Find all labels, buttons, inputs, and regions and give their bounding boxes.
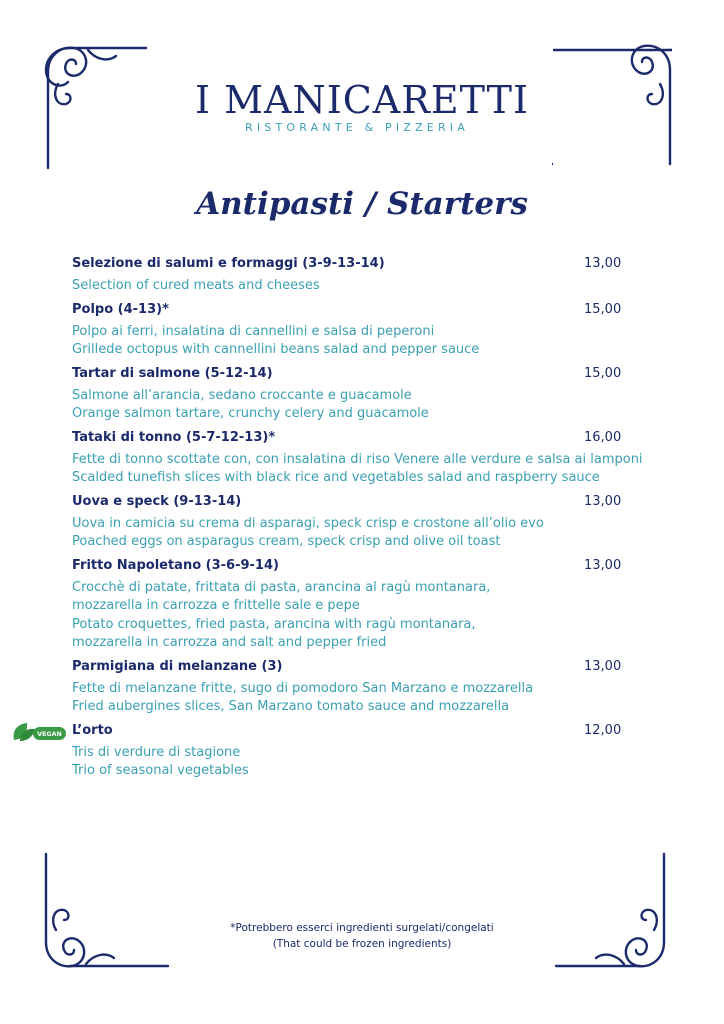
dish-name: Tataki di tonno (5-7-12-13)* (72, 429, 276, 445)
vegan-label: VEGAN (37, 731, 62, 739)
dish-name: Fritto Napoletano (3-6-9-14) (72, 557, 279, 573)
dish-description: Potato croquettes, fried pasta, arancina with ragù montanara, (72, 616, 476, 632)
dish-description: mozzarella in carrozza and salt and pepper fried (72, 635, 387, 650)
dish-description: Orange salmon tartare, crunchy celery and guacamole (72, 406, 429, 421)
dish-description: Salmone all’arancia, sedano croccante e guacamole (72, 387, 412, 403)
menu-item (72, 719, 652, 781)
dish-name: Uova e speck (9-13-14) (72, 493, 242, 509)
dish-price: 15,00 (584, 301, 622, 317)
menu-item (72, 554, 652, 653)
dish-name: Parmigiana di melanzane (3) (72, 658, 283, 674)
restaurant-tagline: RISTORANTE & PIZZERIA (245, 121, 469, 134)
dish-description: Fette di tonno scottate con, con insalatina di riso Venere alle verdure e salsa ai lamponi (72, 451, 643, 467)
restaurant-name: I MANICARETTI (195, 78, 529, 122)
dish-price: 13,00 (584, 658, 622, 674)
menu-list (72, 252, 652, 783)
dish-description: Grillede octopus with cannellini beans salad and pepper sauce (72, 342, 480, 357)
menu-item (72, 362, 652, 424)
menu-item (72, 490, 652, 552)
menu-item (72, 252, 652, 296)
dish-name: Selezione di salumi e formaggi (3-9-13-14) (72, 256, 385, 271)
dish-description: Trio of seasonal vegetables (72, 763, 249, 778)
corner-ornament-bottom-left (38, 852, 170, 974)
dish-price: 13,00 (584, 256, 622, 271)
dish-description: Selection of cured meats and cheeses (72, 278, 320, 293)
corner-ornament-bottom-right (554, 852, 672, 974)
footnote-line: *Potrebbero esserci ingredienti surgelati/congelati (230, 922, 494, 934)
dish-name: Polpo (4-13)* (72, 301, 169, 317)
dish-description: Scalded tunefish slices with black rice and vegetables salad and raspberry sauce (72, 470, 600, 485)
vegan-badge (11, 721, 67, 743)
footnote-line: (That could be frozen ingredients) (272, 938, 452, 950)
dish-description: Tris di verdure di stagione (72, 744, 241, 760)
menu-item (72, 655, 652, 717)
dish-price: 13,00 (584, 557, 622, 573)
dish-price: 16,00 (584, 429, 622, 445)
dish-price: 12,00 (584, 722, 622, 738)
footnote (0, 920, 724, 952)
dish-name: L’orto (72, 722, 113, 738)
menu-item (72, 426, 652, 488)
dish-description: Crocchè di patate, frittata di pasta, arancina al ragù montanara, (72, 579, 491, 595)
dish-description: Uova in camicia su crema di asparagi, speck crisp e crostone all’olio evo (72, 515, 544, 531)
dish-price: 13,00 (584, 493, 622, 509)
dish-description: Poached eggs on asparagus cream, speck crisp and olive oil toast (72, 534, 501, 549)
dish-description: Fried aubergines slices, San Marzano tomato sauce and mozzarella (72, 699, 510, 714)
dish-description: Polpo ai ferri, insalatina di cannellini e salsa di peperoni (72, 323, 435, 339)
dish-price: 15,00 (584, 365, 622, 381)
dish-name: Tartar di salmone (5-12-14) (72, 365, 273, 381)
menu-item (72, 298, 652, 360)
dish-description: Fette di melanzane fritte, sugo di pomodoro San Marzano e mozzarella (72, 680, 534, 696)
section-title: Antipasti / Starters (196, 186, 528, 222)
dish-description: mozzarella in carrozza e frittelle sale e pepe (72, 598, 360, 613)
